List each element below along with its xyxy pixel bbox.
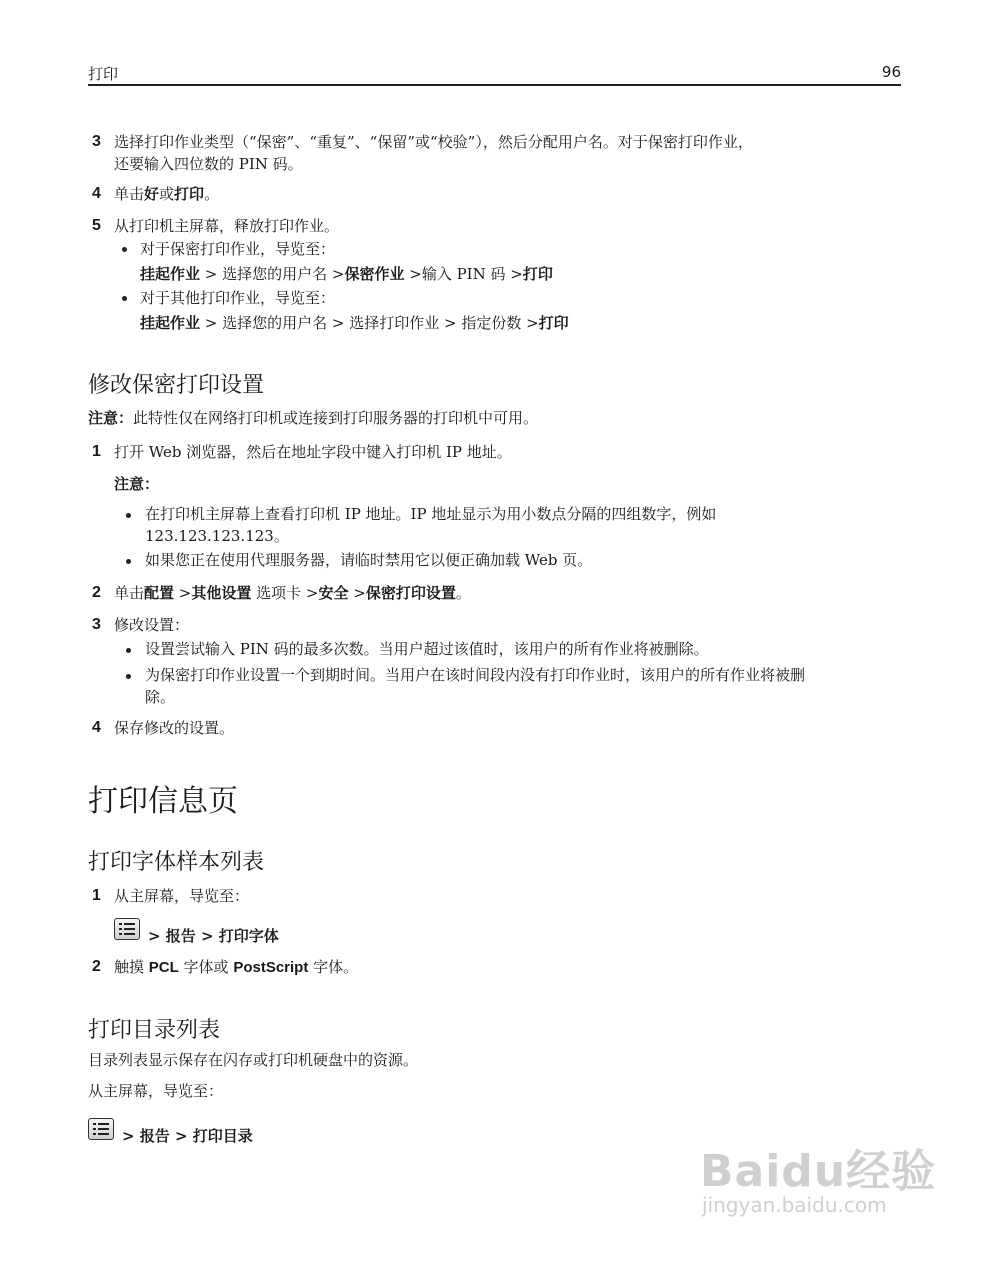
section-title: 打印目录列表 — [88, 1018, 221, 1043]
note — [88, 407, 538, 429]
path-part: 打印 — [522, 265, 553, 283]
step-text-line: 选择打印作业类型（“保密”、“重复”、“保留”或“校验”），然后分配用户名。对于保密打印作业， — [114, 133, 753, 151]
path-part: > — [174, 584, 192, 602]
bullet-text: 对于其他打印作业，导览至： — [140, 289, 336, 307]
section-title: 修改保密打印设置 — [88, 373, 265, 398]
bullet-dot — [126, 648, 131, 653]
step-text: 从打印机主屏幕，释放打印作业。 — [114, 217, 340, 235]
bullet-line: 在打印机主屏幕上查看打印机 IP 地址。IP 地址显示为用小数点分隔的四组数字，例如 — [145, 505, 717, 523]
text-run: 字体。 — [308, 958, 359, 976]
ui-label-pcl: PCL — [148, 959, 179, 976]
section-title: 打印字体样本列表 — [88, 850, 265, 875]
note-text: 此特性仅在网络打印机或连接到打印服务器的打印机中可用。 — [133, 409, 539, 427]
text-run: 单击 — [114, 584, 145, 602]
text-run: 字体或 — [178, 958, 234, 976]
header-rule — [88, 84, 901, 86]
bullet-line: 为保密打印作业设置一个到期时间。当用户在该时间段内没有打印作业时，该用户的所有作业将被删 — [145, 666, 806, 684]
bullet-line: 除。 — [145, 688, 176, 706]
watermark-url: jingyan.baidu.com — [702, 1193, 887, 1217]
path-part: > 选择您的用户名 > 选择打印作业 > 指定份数 > — [200, 314, 539, 332]
nav-path — [140, 263, 553, 285]
text-run: 或 — [159, 185, 175, 203]
step-text — [114, 131, 904, 175]
bullet-text: 如果您正在使用代理服务器，请临时禁用它以便正确加载 Web 页。 — [145, 551, 593, 569]
path-part: 选项卡 > — [251, 584, 319, 602]
paragraph: 目录列表显示保存在闪存或打印机硬盘中的资源。 — [88, 1051, 419, 1069]
bullet-text: 对于保密打印作业，导览至： — [140, 240, 336, 258]
path-part: 配置 — [144, 584, 175, 602]
step-text — [114, 183, 219, 205]
path-part: 其他设置 — [191, 584, 252, 602]
bullet-dot — [126, 559, 131, 564]
bullet-line: 123.123.123.123。 — [145, 527, 289, 545]
path-part: 安全 — [318, 584, 349, 602]
step-number: 2 — [92, 584, 101, 601]
menu-list-icon — [88, 1118, 114, 1140]
step-text: 打开 Web 浏览器，然后在地址字段中键入打印机 IP 地址。 — [114, 443, 512, 461]
bullet-dot — [126, 674, 131, 679]
paragraph: 从主屏幕，导览至： — [88, 1082, 224, 1100]
path-part: 挂起作业 — [140, 265, 201, 283]
step-number: 5 — [92, 217, 101, 234]
path-part: 保密作业 — [344, 265, 405, 283]
step-text: 修改设置： — [114, 616, 190, 634]
step-number: 4 — [92, 719, 101, 736]
step-number: 1 — [92, 887, 101, 904]
watermark-brand: Baidu经验 — [700, 1146, 937, 1197]
path-part: 。 — [455, 584, 471, 602]
ui-label-ok: 好 — [144, 185, 160, 203]
path-part: 打印 — [538, 314, 569, 332]
ui-label-print: 打印 — [174, 185, 205, 203]
step-text: 从主屏幕，导览至： — [114, 887, 250, 905]
ui-label-postscript: PostScript — [233, 959, 309, 976]
path-part: 保密打印设置 — [365, 584, 456, 602]
text-run: 触摸 — [114, 958, 149, 976]
bullet-dot — [122, 247, 127, 252]
bullet-dot — [126, 513, 131, 518]
step-number: 1 — [92, 443, 101, 460]
nav-path — [140, 312, 569, 334]
chapter-title: 打印信息页 — [88, 784, 238, 819]
step-text — [114, 582, 471, 604]
menu-list-icon — [114, 918, 140, 940]
text-run: 。 — [204, 185, 220, 203]
text-run: 单击 — [114, 185, 145, 203]
nav-path: > 报告 > 打印字体 — [148, 927, 279, 945]
nav-path: > 报告 > 打印目录 — [122, 1127, 253, 1145]
step-text: 保存修改的设置。 — [114, 719, 235, 737]
path-part: >输入 PIN 码 > — [404, 265, 523, 283]
bullet-dot — [122, 296, 127, 301]
path-part: > — [348, 584, 366, 602]
step-text-line: 还要输入四位数的 PIN 码。 — [114, 155, 303, 173]
note-label: 注意： — [114, 475, 160, 493]
running-header-section: 打印 — [88, 65, 119, 83]
step-number: 3 — [92, 616, 101, 633]
path-part: > 选择您的用户名 > — [200, 265, 345, 283]
baidu-watermark — [700, 1135, 936, 1217]
step-number: 2 — [92, 958, 101, 975]
page-number: 96 — [881, 63, 901, 81]
bullet-text — [145, 664, 905, 708]
bullet-text: 设置尝试输入 PIN 码的最多次数。当用户超过该值时，该用户的所有作业将被删除。 — [145, 640, 709, 658]
note-label: 注意： — [88, 409, 134, 427]
path-part: 挂起作业 — [140, 314, 201, 332]
bullet-text — [145, 503, 905, 547]
step-number: 3 — [92, 133, 101, 150]
step-number: 4 — [92, 185, 101, 202]
step-text — [114, 956, 358, 979]
